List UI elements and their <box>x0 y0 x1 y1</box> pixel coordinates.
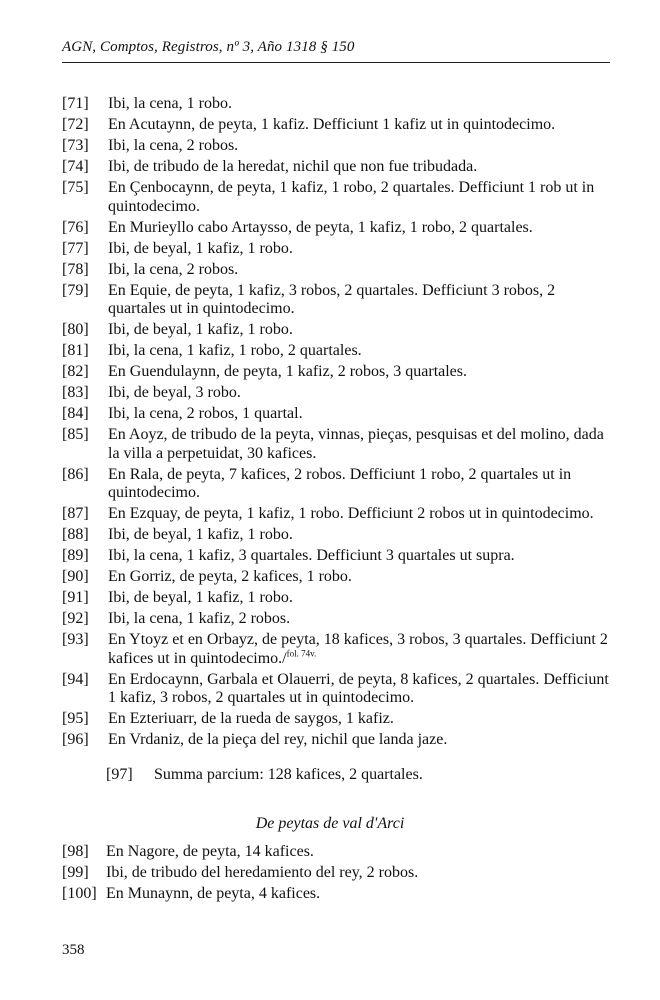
entry-text <box>106 864 610 883</box>
entry-text-body: Ibi, la cena, 1 kafiz, 3 quartales. Defficiunt 3 quartales ut supra. <box>108 547 515 564</box>
entry-number: [79] <box>62 281 89 299</box>
entry-number: [98] <box>62 843 89 860</box>
entry-number: [92] <box>62 610 89 627</box>
list-item <box>62 116 610 135</box>
entry-text-body: En Çenbocaynn, de peyta, 1 kafiz, 1 robo, 2 quartales. Defficiunt 1 rob ut in quintodecimo. <box>108 179 595 215</box>
entry-text <box>108 505 610 524</box>
entry-text-body: En Rala, de peyta, 7 kafices, 2 robos. Defficiunt 1 robo, 2 quartales ut in quintodecimo. <box>108 465 572 501</box>
entry-text-body: Ibi, de beyal, 1 kafiz, 1 robo. <box>108 239 293 257</box>
entry-number: [77] <box>62 239 89 257</box>
list-item <box>62 466 610 503</box>
entry-number: [80] <box>62 321 89 338</box>
entry-number: [83] <box>62 384 89 401</box>
entry-text <box>108 589 610 608</box>
entry-text-body: En Ezquay, de peyta, 1 kafiz, 1 robo. Defficiunt 2 robos ut in quintodecimo. <box>108 505 594 522</box>
entry-text <box>106 843 610 862</box>
entry-number: [100] <box>62 885 97 902</box>
entry-number: [81] <box>62 342 89 359</box>
entry-text-body: Ibi, de tribudo de la heredat, nichil que non fue tribudada. <box>108 158 478 175</box>
entry-text-body: Ibi, de beyal, 1 kafiz, 1 robo. <box>108 321 293 338</box>
entry-number: [85] <box>62 426 89 443</box>
entry-text-body: Ibi, la cena, 1 robo. <box>108 95 232 112</box>
entry-text <box>108 426 610 463</box>
entry-text <box>108 671 610 708</box>
list-item <box>62 710 610 729</box>
entry-text-body: Ibi, la cena, 2 robos. <box>108 137 239 154</box>
list-item <box>62 589 610 608</box>
entry-text <box>108 568 610 587</box>
entry-text <box>108 261 610 280</box>
list-item <box>62 671 610 708</box>
list-item <box>62 731 610 750</box>
list-item <box>62 426 610 463</box>
entry-number: [86] <box>62 465 89 483</box>
entry-list-2 <box>62 843 610 906</box>
entry-text-body: En Nagore, de peyta, 14 kafices. <box>106 843 314 860</box>
entry-text <box>108 158 610 177</box>
folio-marker: fol. 74v. <box>286 648 317 659</box>
entry-text-body: Ibi, de beyal, 1 kafiz, 1 robo. <box>108 589 293 606</box>
entry-text <box>108 116 610 135</box>
entry-text-body: En Ezteriuarr, de la rueda de saygos, 1 kafiz. <box>108 710 394 727</box>
list-item <box>62 363 610 382</box>
list-item <box>62 95 610 114</box>
entry-text <box>108 240 610 259</box>
list-item <box>62 405 610 424</box>
list-item <box>62 158 610 177</box>
entry-text <box>108 384 610 403</box>
entry-text <box>108 321 610 340</box>
entry-number: [82] <box>62 363 89 380</box>
entry-text <box>108 731 610 750</box>
entry-text <box>108 466 610 503</box>
entry-list <box>62 95 610 752</box>
list-item <box>62 240 610 259</box>
entry-number: [76] <box>62 218 89 236</box>
entry-number: [74] <box>62 158 89 175</box>
list-item <box>62 568 610 587</box>
entry-text-body: Ibi, la cena, 2 robos, 1 quartal. <box>108 405 303 422</box>
entry-text <box>108 547 610 566</box>
entry-number: [99] <box>62 864 89 881</box>
list-item <box>62 219 610 238</box>
entry-number: [96] <box>62 731 89 748</box>
entry-text <box>108 137 610 156</box>
list-item <box>62 137 610 156</box>
list-item <box>62 505 610 524</box>
entry-text-body: Ibi, la cena, 1 kafiz, 2 robos. <box>108 610 291 627</box>
entry-text-body: En Equie, de peyta, 1 kafiz, 3 robos, 2 quartales. Defficiunt 3 robos, 2 quartales ut in quintodecimo. <box>108 281 556 317</box>
running-header: AGN, Comptos, Registros, nº 3, Año 1318 § 150 <box>62 39 355 55</box>
entry-text <box>108 282 610 319</box>
entry-text <box>108 363 610 382</box>
entry-text <box>108 179 610 216</box>
entry-number: [94] <box>62 670 89 688</box>
list-item <box>62 179 610 216</box>
entry-text <box>108 219 610 238</box>
entry-text-body: En Gorriz, de peyta, 2 kafices, 1 robo. <box>108 568 352 585</box>
entry-text <box>108 610 610 629</box>
entry-number: [71] <box>62 95 89 112</box>
entry-text-body: En Guendulaynn, de peyta, 1 kafiz, 2 robos, 3 quartales. <box>108 363 468 380</box>
list-item <box>62 885 610 904</box>
page-number: 358 <box>62 942 85 958</box>
entry-text-body: En Erdocaynn, Garbala et Olauerri, de peyta, 8 kafices, 2 quartales. Defficiunt 1 kafiz, 3 robos, 2 quartales ut in quintodecimo. <box>108 670 609 706</box>
entry-number: [87] <box>62 505 89 522</box>
entry-text <box>108 631 610 668</box>
entry-text-body: En Munaynn, de peyta, 4 kafices. <box>106 885 321 902</box>
list-item <box>62 261 610 280</box>
entry-text-body: En Ytoyz et en Orbayz, de peyta, 18 kafices, 3 robos, 3 quartales. Defficiunt 2 kafices ut in quintodecimo./ <box>108 631 608 667</box>
entry-text-body: Ibi, la cena, 2 robos. <box>108 260 239 278</box>
entry-number: [91] <box>62 589 89 606</box>
list-item <box>62 843 610 862</box>
entry-number: [73] <box>62 137 89 154</box>
header-rule <box>62 62 610 63</box>
entry-text-body: Ibi, de beyal, 3 robo. <box>108 384 241 401</box>
entry-text-body: Ibi, de beyal, 1 kafiz, 1 robo. <box>108 526 293 543</box>
entry-number: [88] <box>62 526 89 543</box>
entry-text <box>108 710 610 729</box>
list-item <box>62 342 610 361</box>
list-item <box>62 282 610 319</box>
entry-number: [78] <box>62 260 89 278</box>
entry-number: [84] <box>62 405 89 422</box>
summa-line <box>106 765 423 784</box>
list-item <box>62 321 610 340</box>
entry-text <box>108 95 610 114</box>
entry-number: [93] <box>62 631 89 648</box>
entry-number: [95] <box>62 710 89 727</box>
summa-text: Summa parcium: 128 kafices, 2 quartales. <box>154 766 423 783</box>
entry-text-body: En Aoyz, de tribudo de la peyta, vinnas, pieças, pesquisas et del molino, dada la villa a perpetuidat, 30 kafices. <box>108 426 604 462</box>
list-item <box>62 864 610 883</box>
entry-text-body: Ibi, la cena, 1 kafiz, 1 robo, 2 quartales. <box>108 342 362 359</box>
entry-text <box>106 885 610 904</box>
list-item <box>62 384 610 403</box>
entry-number: [75] <box>62 179 89 196</box>
entry-text <box>108 405 610 424</box>
list-item <box>62 631 610 668</box>
entry-text-body: En Acutaynn, de peyta, 1 kafiz. Defficiunt 1 kafiz ut in quintodecimo. <box>108 116 556 133</box>
entry-text <box>108 526 610 545</box>
entry-text <box>108 342 610 361</box>
entry-number: [90] <box>62 568 89 585</box>
entry-text-body: Ibi, de tribudo del heredamiento del rey, 2 robos. <box>106 864 419 881</box>
entry-number: [89] <box>62 547 89 564</box>
list-item <box>62 610 610 629</box>
list-item <box>62 526 610 545</box>
entry-number: [72] <box>62 116 89 133</box>
section-title: De peytas de val d'Arci <box>255 815 405 832</box>
entry-text-body: En Vrdaniz, de la pieça del rey, nichil que landa jaze. <box>108 731 448 748</box>
list-item <box>62 547 610 566</box>
entry-text-body: En Murieyllo cabo Artaysso, de peyta, 1 kafiz, 1 robo, 2 quartales. <box>108 218 533 236</box>
summa-number: [97] <box>106 766 133 783</box>
